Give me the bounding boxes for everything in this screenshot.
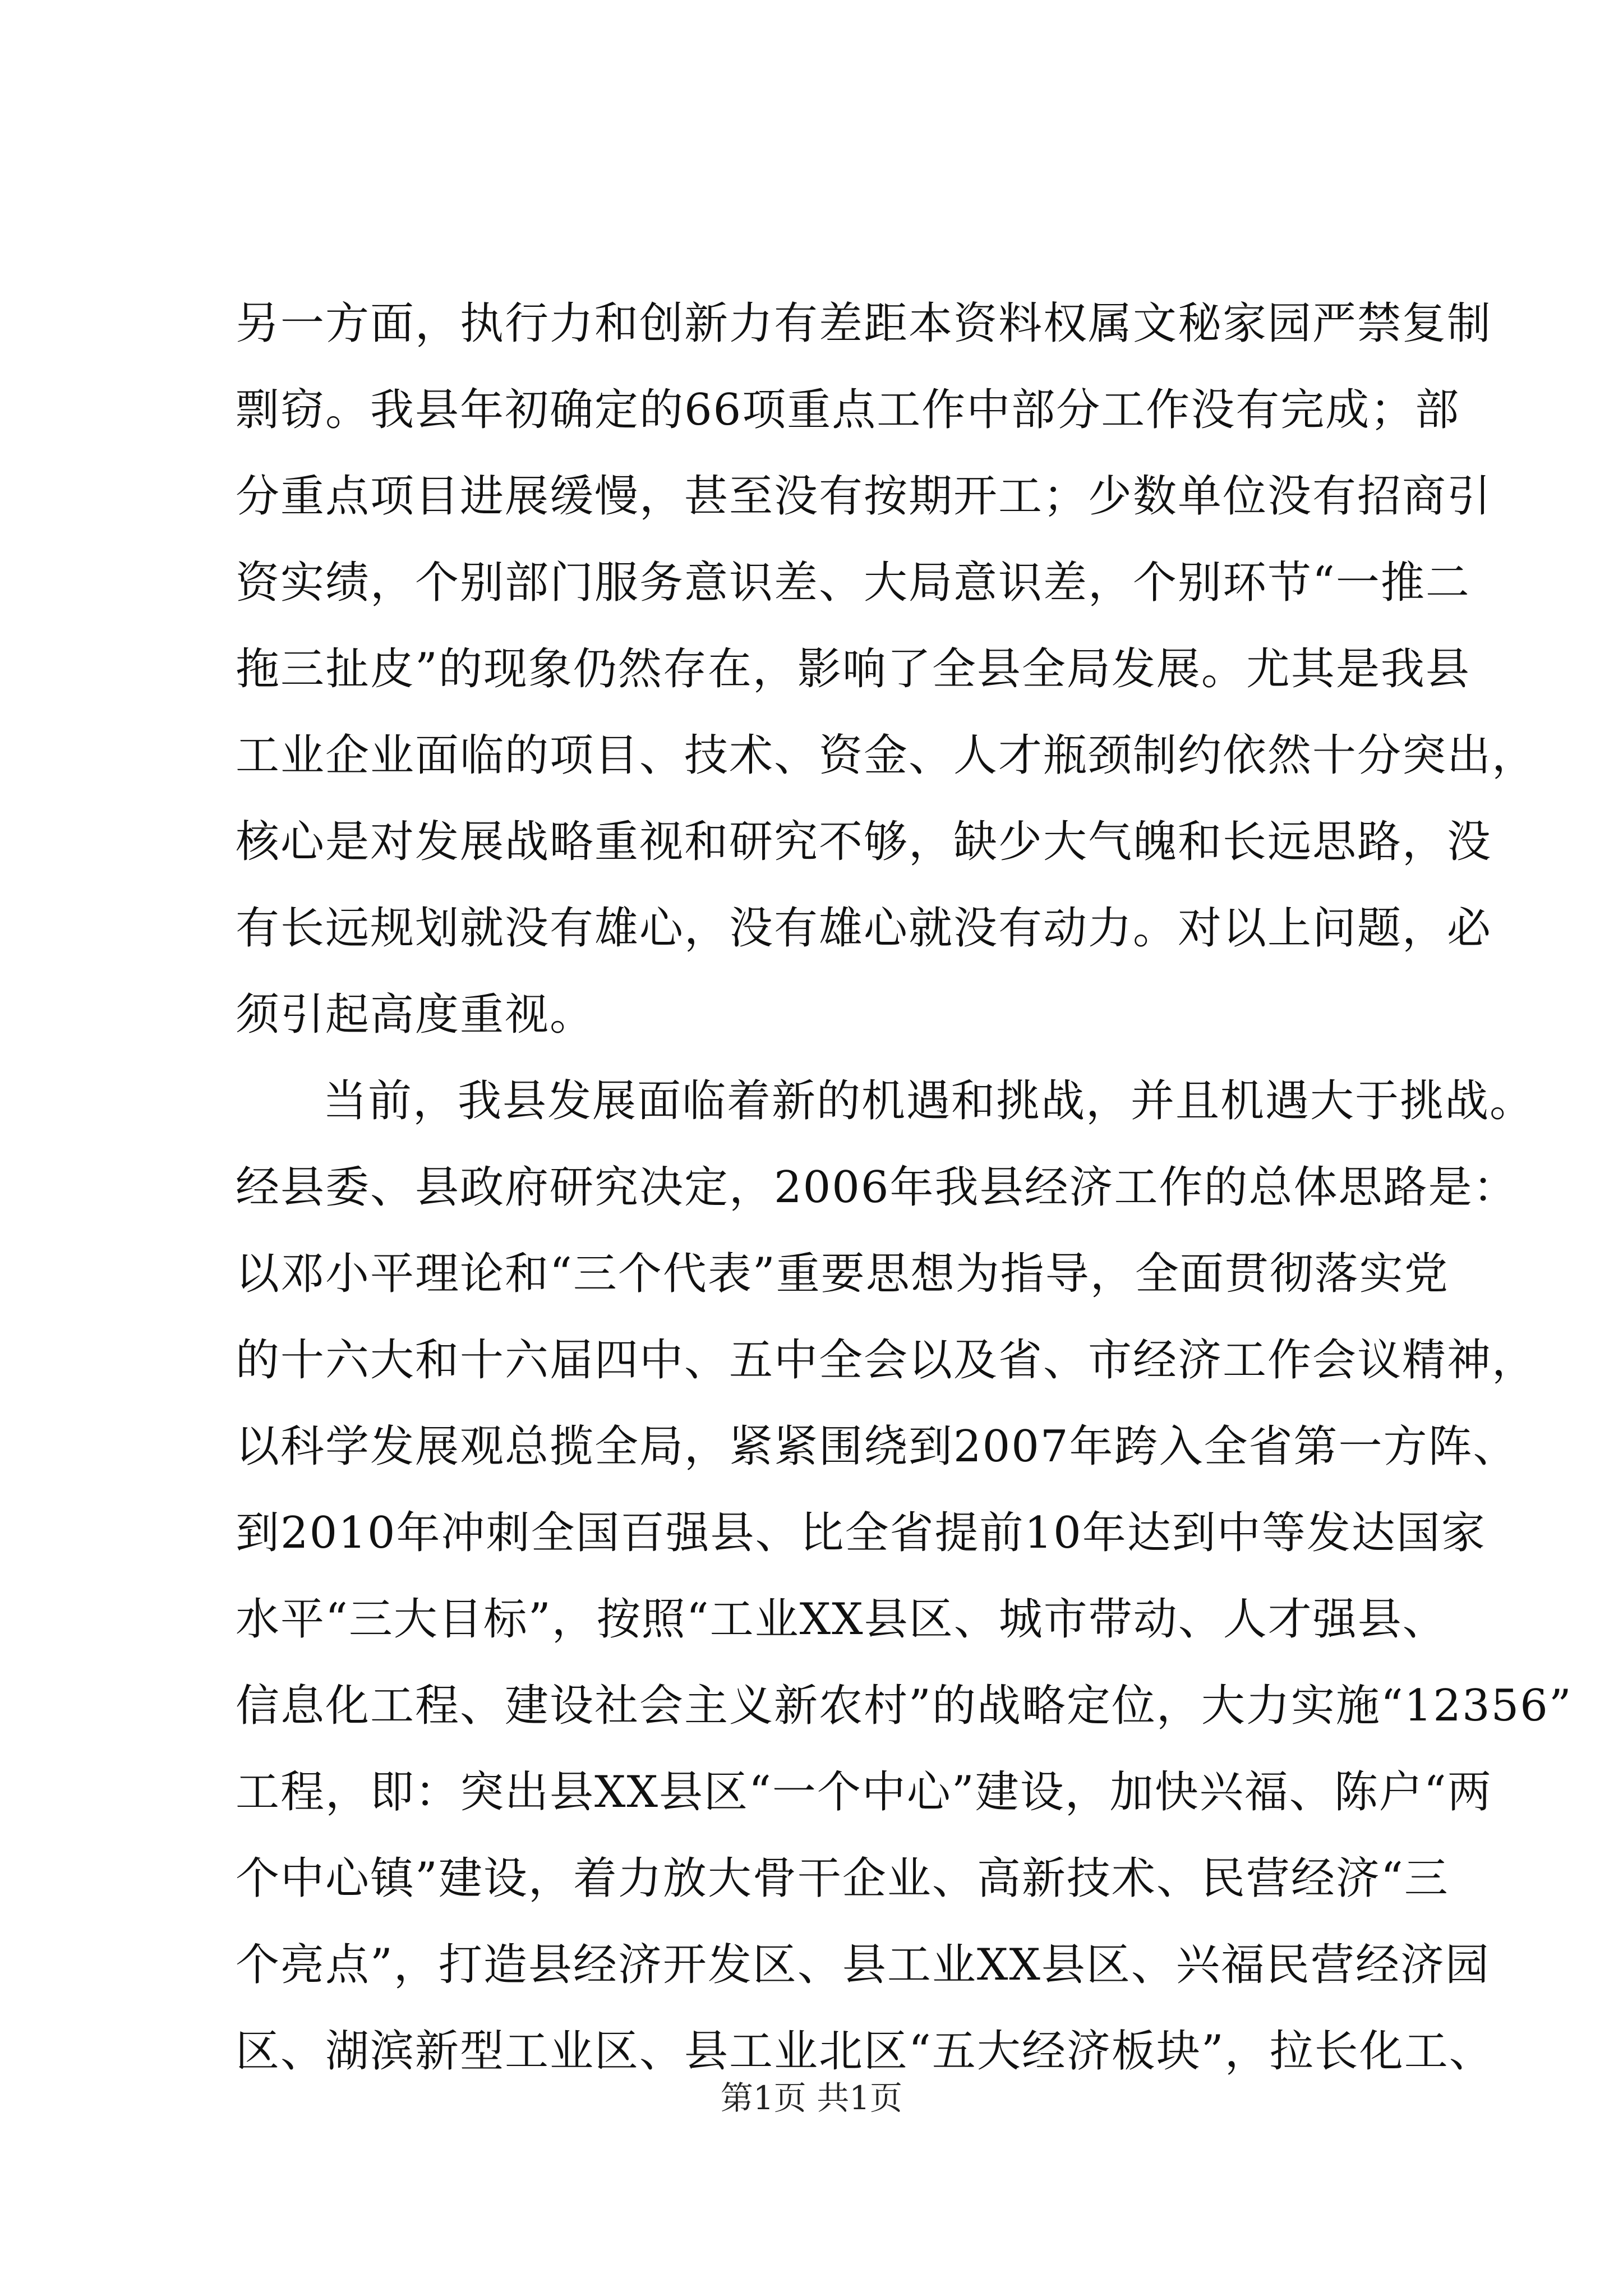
text-line: 有长远规划就没有雄心，没有雄心就没有动力。对以上问题，必 [236,903,1492,954]
text-line: 水平“三大目标”，按照“工业XX县区、城市带动、人才强县、 [236,1594,1447,1645]
text-line: 工业企业面临的项目、技术、资金、人才瓶颈制约依然十分突出， [236,730,1537,781]
text-line: 剽窃。我县年初确定的66项重点工作中部分工作没有完成；部 [236,385,1460,435]
text-line: 另一方面，执行力和创新力有差距本资料权属文秘家园严禁复制 [236,298,1492,349]
text-line: 核心是对发展战略重视和研究不够，缺少大气魄和长远思路，没 [236,817,1492,867]
page-number-label: 第1页 共1页 [720,2079,903,2117]
text-line: 分重点项目进展缓慢，甚至没有按期开工；少数单位没有招商引 [236,471,1492,522]
text-line: 的十六大和十六届四中、五中全会以及省、市经济工作会议精神， [236,1335,1537,1386]
document-body [236,280,1573,2095]
text-line: 区、湖滨新型工业区、县工业北区“五大经济板块”，拉长化工、 [236,2026,1494,2077]
text-line: 经县委、县政府研究决定，2006年我县经济工作的总体思路是： [236,1162,1518,1213]
paragraph-2 [236,1058,1573,2095]
text-line: 个亮点”，打造县经济开发区、县工业XX县区、兴福民营经济园 [236,1940,1490,1990]
text-line: 须引起高度重视。 [236,990,595,1040]
text-line: 到2010年冲刺全国百强县、比全省提前10年达到中等发达国家 [236,1508,1486,1558]
text-line: 工程，即：突出县XX县区“一个中心”建设，加快兴福、陈户“两 [236,1767,1492,1818]
text-line: 信息化工程、建设社会主义新农村”的战略定位，大力实施“12356” [236,1681,1573,1731]
page-footer [0,2076,1623,2120]
text-line: 以邓小平理论和“三个代表”重要思想为指导，全面贯彻落实党 [236,1249,1449,1299]
text-line: 以科学发展观总揽全局，紧紧围绕到2007年跨入全省第一方阵、 [236,1421,1518,1472]
text-line: 拖三扯皮”的现象仍然存在，影响了全县全局发展。尤其是我县 [236,644,1470,694]
text-line: 当前，我县发展面临着新的机遇和挑战，并且机遇大于挑战。 [323,1076,1535,1126]
paragraph-1 [236,280,1537,1058]
text-line: 个中心镇”建设，着力放大骨干企业、高新技术、民营经济“三 [236,1853,1449,1904]
text-line: 资实绩，个别部门服务意识差、大局意识差，个别环节“一推二 [236,558,1470,608]
